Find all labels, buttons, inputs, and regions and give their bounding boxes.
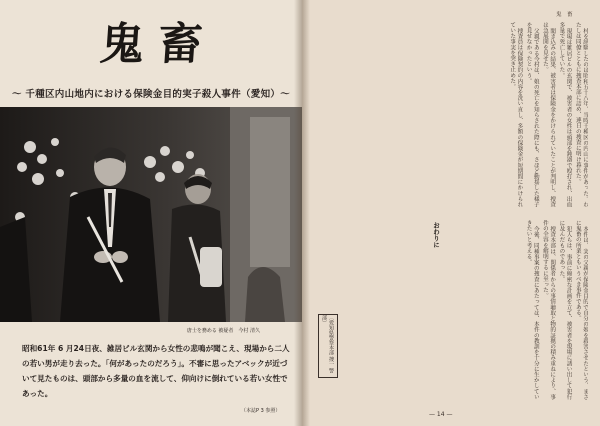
lead-paragraph xyxy=(22,341,290,401)
funeral-photo xyxy=(0,107,302,322)
reference-note: （本誌P 3 参照） xyxy=(241,408,281,414)
body-paragraph: 捜査員は保険契約の内容を洗い直し、多額の保険金が短期間にかけられていた事実を突き止めた。 xyxy=(509,22,523,207)
section-heading: おわりに xyxy=(432,222,440,248)
lower-text-block xyxy=(318,220,588,402)
body-paragraph: 捜査本部は、関係者からの事情聴取と物的証拠の積み重ねにより、事件の全容を解明するに至った。 xyxy=(541,220,556,400)
lead-line: 昭和61年 6 月24日夜、雑居ビル玄関から女性の悲鳴が聞こえ、現場から二人 xyxy=(22,344,290,353)
photo-caption: 唐士を務める 被疑者 今村 清久 xyxy=(186,328,260,334)
body-paragraph: 本件は、実の父親が保険金目的で自分の娘を殺害させたという、まさに鬼畜の所業ともいうべき事件である。 xyxy=(574,220,588,400)
body-paragraph: 現場は雑居ビルの玄関で、被害者の女性は頭部を鈍器で殴打され、出血多量で死亡していた。 xyxy=(558,22,572,207)
lead-line: の若い男が走り去った。「何があったのだろう」。不審に思ったアベックが近づ xyxy=(22,359,288,368)
page-number: — 14 — xyxy=(429,411,453,418)
body-paragraph: 村を経験したのは昭和五十八年、当時千種区の内山に事件があった。わたしは同僚とともに捜査本部に詰め、連日の捜査に明け暮れた。 xyxy=(574,22,588,207)
page-gutter xyxy=(294,0,310,426)
running-head: 鬼 畜 xyxy=(556,12,573,18)
body-paragraph: 聞き込みの結果、被害者は保険金をかけられていたことが判明し、捜査は急展開を見せた。 xyxy=(541,22,556,207)
author-box: 〔愛知県警察本部 捜一 警部〕 xyxy=(318,314,338,378)
upper-text-block xyxy=(318,22,588,207)
body-columns xyxy=(318,22,588,402)
body-paragraph: 今後、同種事案の捜査にあたっては、本件の教訓を十分に生かしていきたいと考える。 xyxy=(525,220,539,400)
lead-line: いて見たものは、頭部から多量の血を流して、仰向けに倒れている若い女性で xyxy=(22,374,288,383)
calligraphy-title: 鬼畜 xyxy=(98,19,218,70)
lead-line: あった。 xyxy=(22,389,53,398)
title-block xyxy=(78,14,238,76)
article-subtitle: ～ 千種区内山地内における保険金目的実子殺人事件（愛知）～ xyxy=(11,89,290,100)
body-paragraph: 犯人らは、事前に綿密な計画を立て、被害者を現場に誘い出して犯行に及んだものであった。 xyxy=(558,220,572,400)
photo-illustration xyxy=(0,107,302,322)
body-paragraph: 父親である今村は、娘の死亡を知らされた際にも、さほど動揺した様子を見せなかったという。 xyxy=(525,22,539,207)
